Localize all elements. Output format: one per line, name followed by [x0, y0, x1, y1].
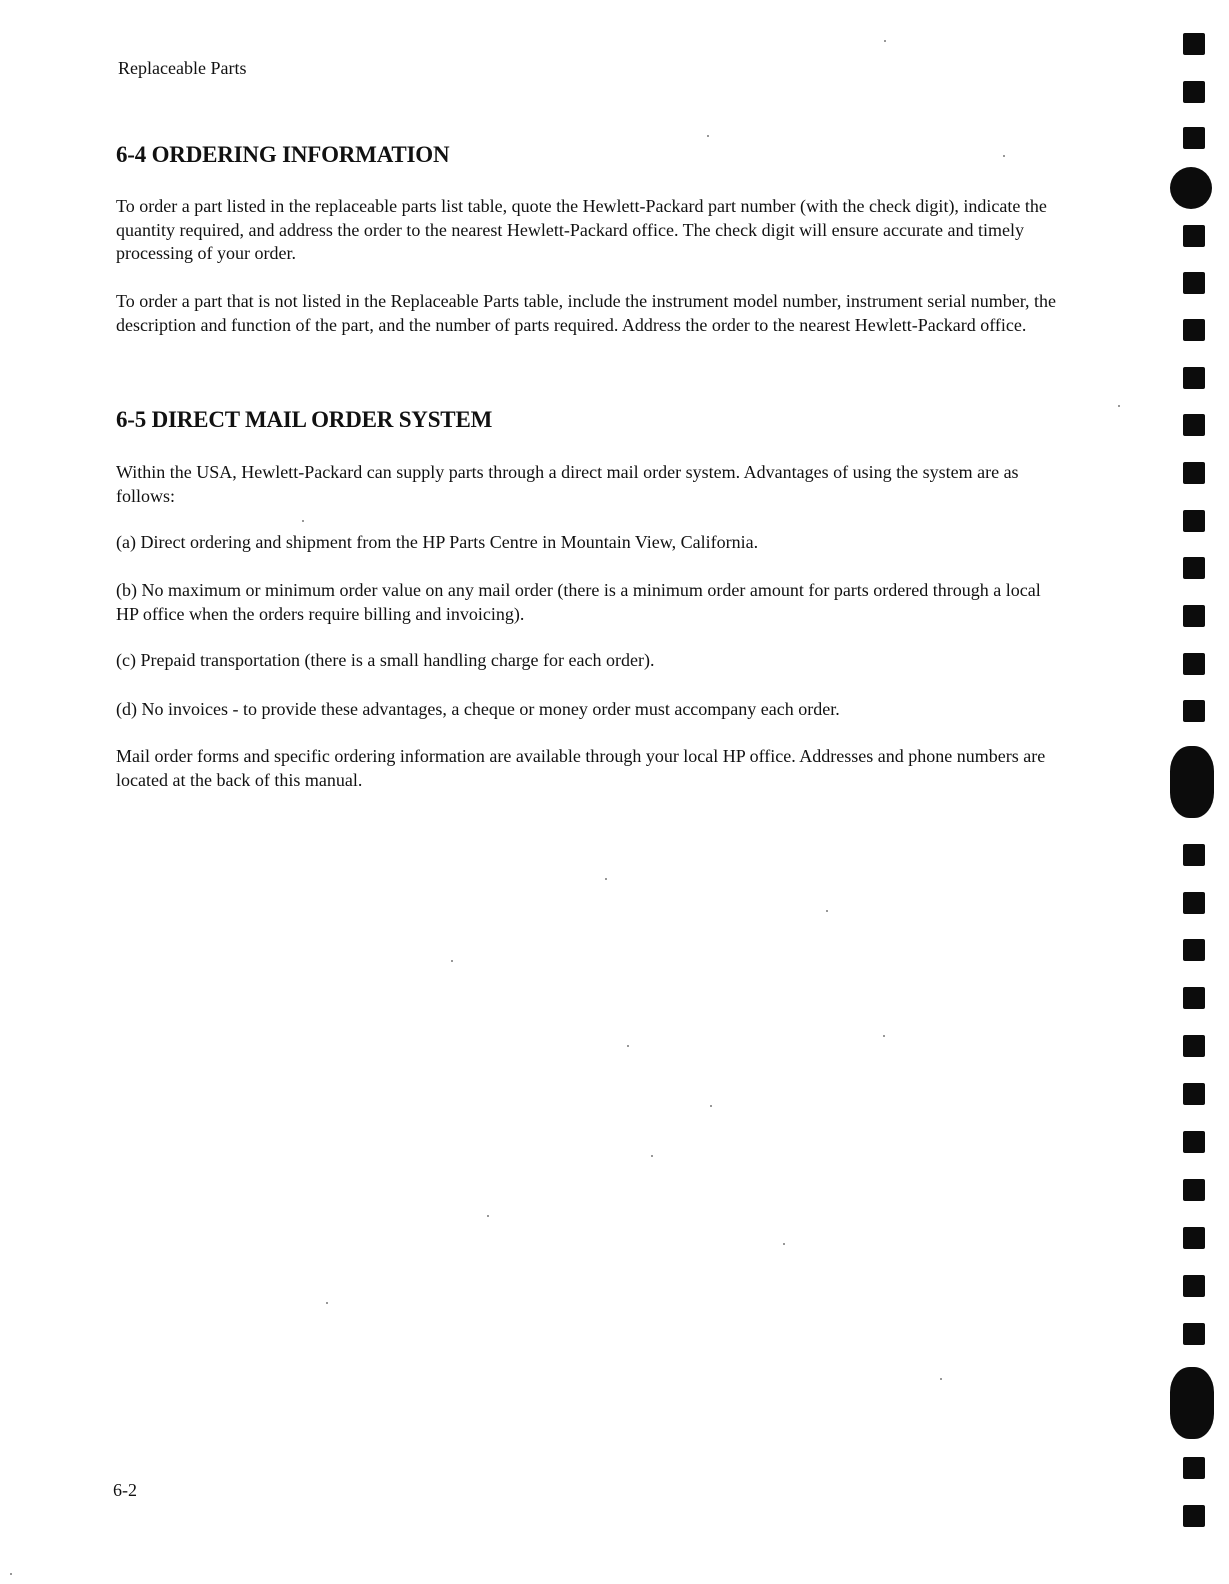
binding-hole [1183, 225, 1205, 247]
scan-speck [1003, 155, 1005, 157]
binding-hole [1183, 33, 1205, 55]
scan-speck [326, 1302, 328, 1304]
scan-speck [302, 520, 304, 522]
page-number: 6-2 [113, 1480, 137, 1500]
scan-speck [707, 135, 709, 137]
paragraph-direct-mail-intro: Within the USA, Hewlett-Packard can supply parts through a direct mail order system. Advantages of using the system are as follows: [116, 462, 1019, 506]
binding-hole [1183, 1131, 1205, 1153]
scan-speck [451, 960, 453, 962]
scan-speck [487, 1215, 489, 1217]
paragraph-ordering-unlisted-parts: To order a part that is not listed in the Replaceable Parts table, include the instrument model number, instrument serial number, the description and function of the part, and the number of parts required. Address the order to the nearest Hewlett-Packard office. [116, 291, 1057, 335]
binding-hole [1183, 653, 1205, 675]
binding-hole [1183, 272, 1205, 294]
scan-speck [883, 1035, 885, 1037]
binding-hole-oval [1170, 746, 1214, 818]
binding-hole [1183, 987, 1205, 1009]
scan-speck [10, 1573, 12, 1575]
binding-hole [1183, 1179, 1205, 1201]
section-heading-direct-mail-order: 6-5 DIRECT MAIL ORDER SYSTEM [116, 407, 493, 432]
paragraph-mail-order-forms: Mail order forms and specific ordering information are available through your local HP office. Addresses and phone numbers are located at the back of this manual. [116, 746, 1046, 790]
binding-hole [1183, 462, 1205, 484]
binding-hole [1183, 892, 1205, 914]
binding-hole [1183, 1323, 1205, 1345]
scan-speck [605, 878, 607, 880]
binding-hole [1183, 319, 1205, 341]
paragraph-advantage-a: (a) Direct ordering and shipment from the HP Parts Centre in Mountain View, California. [116, 532, 759, 552]
binding-hole [1183, 1083, 1205, 1105]
scan-speck [783, 1243, 785, 1245]
binding-holes [1166, 0, 1226, 1584]
paragraph-advantage-d: (d) No invoices - to provide these advantages, a cheque or money order must accompany each order. [116, 699, 840, 719]
binding-hole [1183, 1505, 1205, 1527]
binding-hole [1183, 939, 1205, 961]
binding-hole [1183, 605, 1205, 627]
scan-speck [826, 910, 828, 912]
scan-speck [710, 1105, 712, 1107]
scan-speck [1118, 405, 1120, 407]
binding-hole [1183, 81, 1205, 103]
binding-hole [1183, 557, 1205, 579]
binding-hole [1183, 414, 1205, 436]
binding-hole [1183, 1457, 1205, 1479]
paragraph-advantage-b: (b) No maximum or minimum order value on any mail order (there is a minimum order amount for parts ordered through a local HP office when the orders require billing and invoicing). [116, 580, 1041, 624]
binding-hole [1183, 700, 1205, 722]
binding-hole [1183, 367, 1205, 389]
binding-hole [1183, 1227, 1205, 1249]
paragraph-ordering-listed-parts: To order a part listed in the replaceable parts list table, quote the Hewlett-Packard part number (with the check digit), indicate the quantity required, and address the order to the nearest Hewlett-Packard office. The check digit will ensure accurate and timely processing of your order. [116, 196, 1047, 263]
scan-speck [627, 1045, 629, 1047]
scan-speck [884, 40, 886, 42]
binding-hole [1183, 1035, 1205, 1057]
section-heading-ordering-information: 6-4 ORDERING INFORMATION [116, 142, 450, 167]
binding-hole-round [1170, 167, 1212, 209]
binding-hole-oval [1170, 1367, 1214, 1439]
scan-speck [651, 1155, 653, 1157]
binding-hole [1183, 1275, 1205, 1297]
binding-hole [1183, 510, 1205, 532]
binding-hole [1183, 844, 1205, 866]
scan-speck [940, 1378, 942, 1380]
running-header: Replaceable Parts [118, 58, 247, 78]
paragraph-advantage-c: (c) Prepaid transportation (there is a small handling charge for each order). [116, 650, 655, 670]
binding-hole [1183, 127, 1205, 149]
